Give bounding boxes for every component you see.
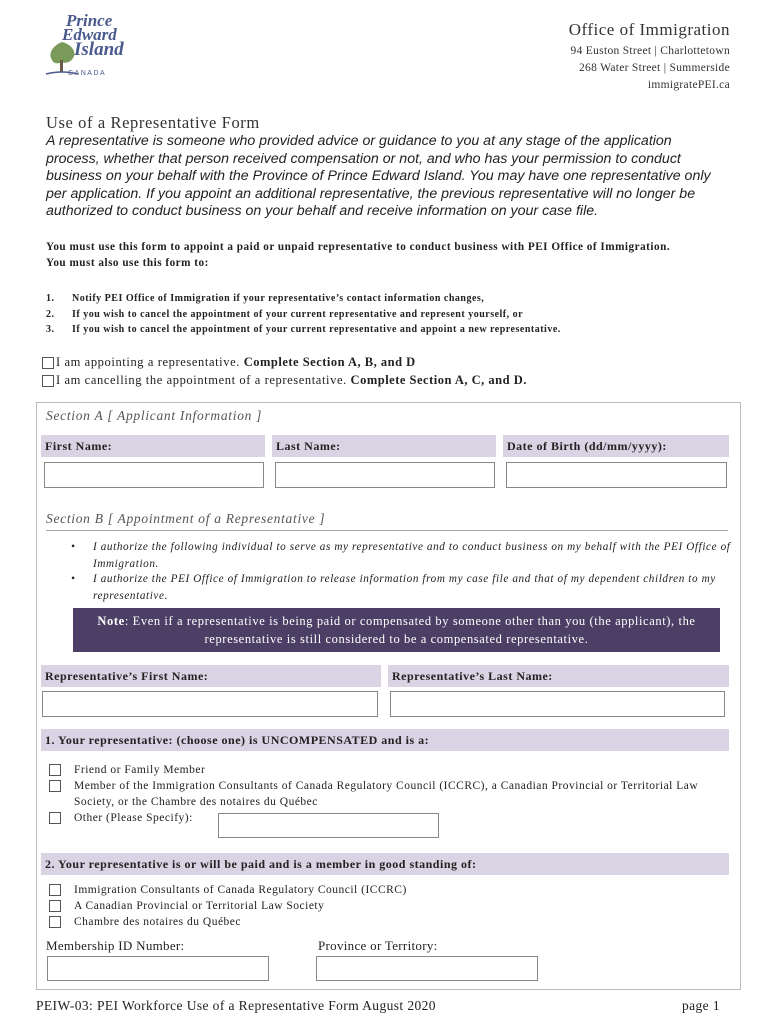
page-number: page 1 — [681, 998, 720, 1013]
rep-first-name-field[interactable] — [42, 691, 378, 717]
intro-paragraph: A representative is someone who provided advice or guidance to you at any stage of the application process, whether that person received compensation or not, and who has your permission to conduct business on your behalf with the Province of Prince Edward Island. You may have one representative only per application. If you appoint an additional representative, the previous representative will no longer be authorized to conduct business on your behalf and receive information on your case file. — [46, 133, 711, 219]
office-title: Office of Immigration — [568, 20, 730, 39]
authorization-bullet-1 — [71, 539, 733, 572]
law-society-checkbox[interactable] — [49, 900, 61, 912]
list-number: 1. — [46, 293, 55, 304]
list-text: Notify PEI Office of Immigration if your representative’s contact information changes, — [72, 293, 485, 304]
uses-list — [46, 291, 746, 338]
office-address-2: 268 Water Street | Summerside — [578, 62, 730, 74]
list-number: 2. — [46, 308, 55, 320]
friend-checkbox[interactable] — [49, 764, 61, 776]
option-text: Immigration Consultants of Canada Regulatory Council (ICCRC) — [74, 884, 407, 896]
option-text: Friend or Family Member — [74, 764, 206, 776]
must-use-block — [46, 239, 736, 271]
paid-option-chambre — [74, 914, 674, 930]
paid-option-iccrc — [74, 882, 674, 898]
uncomp-option-member — [74, 778, 734, 810]
option-text: Chambre des notaires du Québec — [74, 916, 242, 928]
first-name-field[interactable] — [44, 462, 264, 488]
chambre-checkbox[interactable] — [49, 916, 61, 928]
uncompensated-heading: 1. Your representative: (choose one) is UNCOMPENSATED and is a: — [41, 729, 729, 751]
province-field[interactable] — [316, 956, 538, 981]
last-name-field[interactable] — [275, 462, 495, 488]
bullet-icon: • — [71, 541, 76, 553]
paid-heading: 2. Your representative is or will be paid and is a member in good standing of: — [41, 853, 729, 875]
cancelling-checkbox[interactable] — [42, 375, 54, 387]
last-name-label: Last Name: — [272, 435, 496, 457]
member-checkbox[interactable] — [49, 780, 61, 792]
choice-cancelling — [42, 373, 527, 388]
bullet-text: I authorize the following individual to serve as my representative and to conduct business on my behalf with the PEI Office of Immigration. — [93, 541, 731, 570]
office-address-1: 94 Euston Street | Charlottetown — [570, 45, 730, 57]
footer-form-id: PEIW-03: PEI Workforce Use of a Representative Form August 2020 — [36, 998, 436, 1013]
note-text: : Even if a representative is being paid or compensated by someone other than you (the applicant), the representative is still considered to be a compensated representative. — [124, 614, 696, 646]
dob-label: Date of Birth (dd/mm/yyyy): — [503, 435, 729, 457]
note-box — [73, 608, 720, 652]
list-item — [46, 307, 746, 323]
membership-id-field[interactable] — [47, 956, 269, 981]
rep-first-name-label: Representative’s First Name: — [41, 665, 381, 687]
province-label: Province or Territory: — [318, 938, 438, 953]
option-text: Other (Please Specify): — [74, 812, 193, 824]
section-a-heading: Section A [ Applicant Information ] — [46, 408, 263, 423]
iccrc-checkbox[interactable] — [49, 884, 61, 896]
membership-id-label: Membership ID Number: — [46, 938, 185, 953]
other-specify-field[interactable] — [218, 813, 439, 838]
also-use-text: You must also use this form to: — [46, 257, 209, 269]
rep-last-name-label: Representative’s Last Name: — [388, 665, 729, 687]
list-number: 3. — [46, 324, 55, 335]
pei-logo — [44, 12, 136, 80]
choice-appointing — [42, 355, 416, 370]
logo-word-edward: Edward — [62, 25, 117, 44]
office-website: immigratePEI.ca — [647, 79, 730, 91]
bullet-icon: • — [71, 573, 76, 585]
paid-option-law-society — [74, 898, 674, 914]
logo-word-prince: Prince — [66, 11, 113, 30]
list-item — [46, 322, 746, 338]
must-use-text: You must use this form to appoint a paid or unpaid representative to conduct business with PEI Office of Immigration. — [46, 241, 671, 253]
option-text: A Canadian Provincial or Territorial Law Society — [74, 900, 325, 912]
office-header — [569, 20, 730, 94]
appointing-checkbox[interactable] — [42, 357, 54, 369]
other-checkbox[interactable] — [49, 812, 61, 824]
list-text: If you wish to cancel the appointment of your current representative and represent yourself, or — [72, 308, 524, 320]
first-name-label: First Name: — [41, 435, 265, 457]
section-b-divider — [46, 530, 728, 531]
choice-instruction: Complete Section A, C, and D. — [350, 373, 527, 387]
section-b-heading: Section B [ Appointment of a Representative ] — [46, 511, 326, 526]
bullet-text: I authorize the PEI Office of Immigration to release information from my case file and that of my dependent children to my representative. — [93, 573, 716, 602]
logo-country: CANADA — [68, 70, 107, 77]
choice-instruction: Complete Section A, B, and D — [243, 355, 416, 369]
list-text: If you wish to cancel the appointment of your current representative and appoint a new representative. — [72, 324, 561, 335]
uncomp-option-other — [74, 810, 234, 826]
rep-last-name-field[interactable] — [390, 691, 725, 717]
form-title: Use of a Representative Form — [46, 113, 260, 132]
uncomp-option-friend — [74, 762, 734, 778]
list-item — [46, 291, 746, 307]
option-text: Member of the Immigration Consultants of Canada Regulatory Council (ICCRC), a Canadian Provincial or Territorial Law Society, or the Chambre des notaires du Québec — [74, 780, 699, 808]
note-label: Note — [97, 614, 125, 628]
choice-text: I am appointing a representative. — [56, 355, 244, 369]
dob-field[interactable] — [506, 462, 727, 488]
choice-text: I am cancelling the appointment of a representative. — [56, 373, 351, 387]
page-footer — [36, 998, 720, 1014]
logo-word-island: Island — [74, 39, 124, 60]
authorization-bullet-2 — [71, 571, 733, 604]
